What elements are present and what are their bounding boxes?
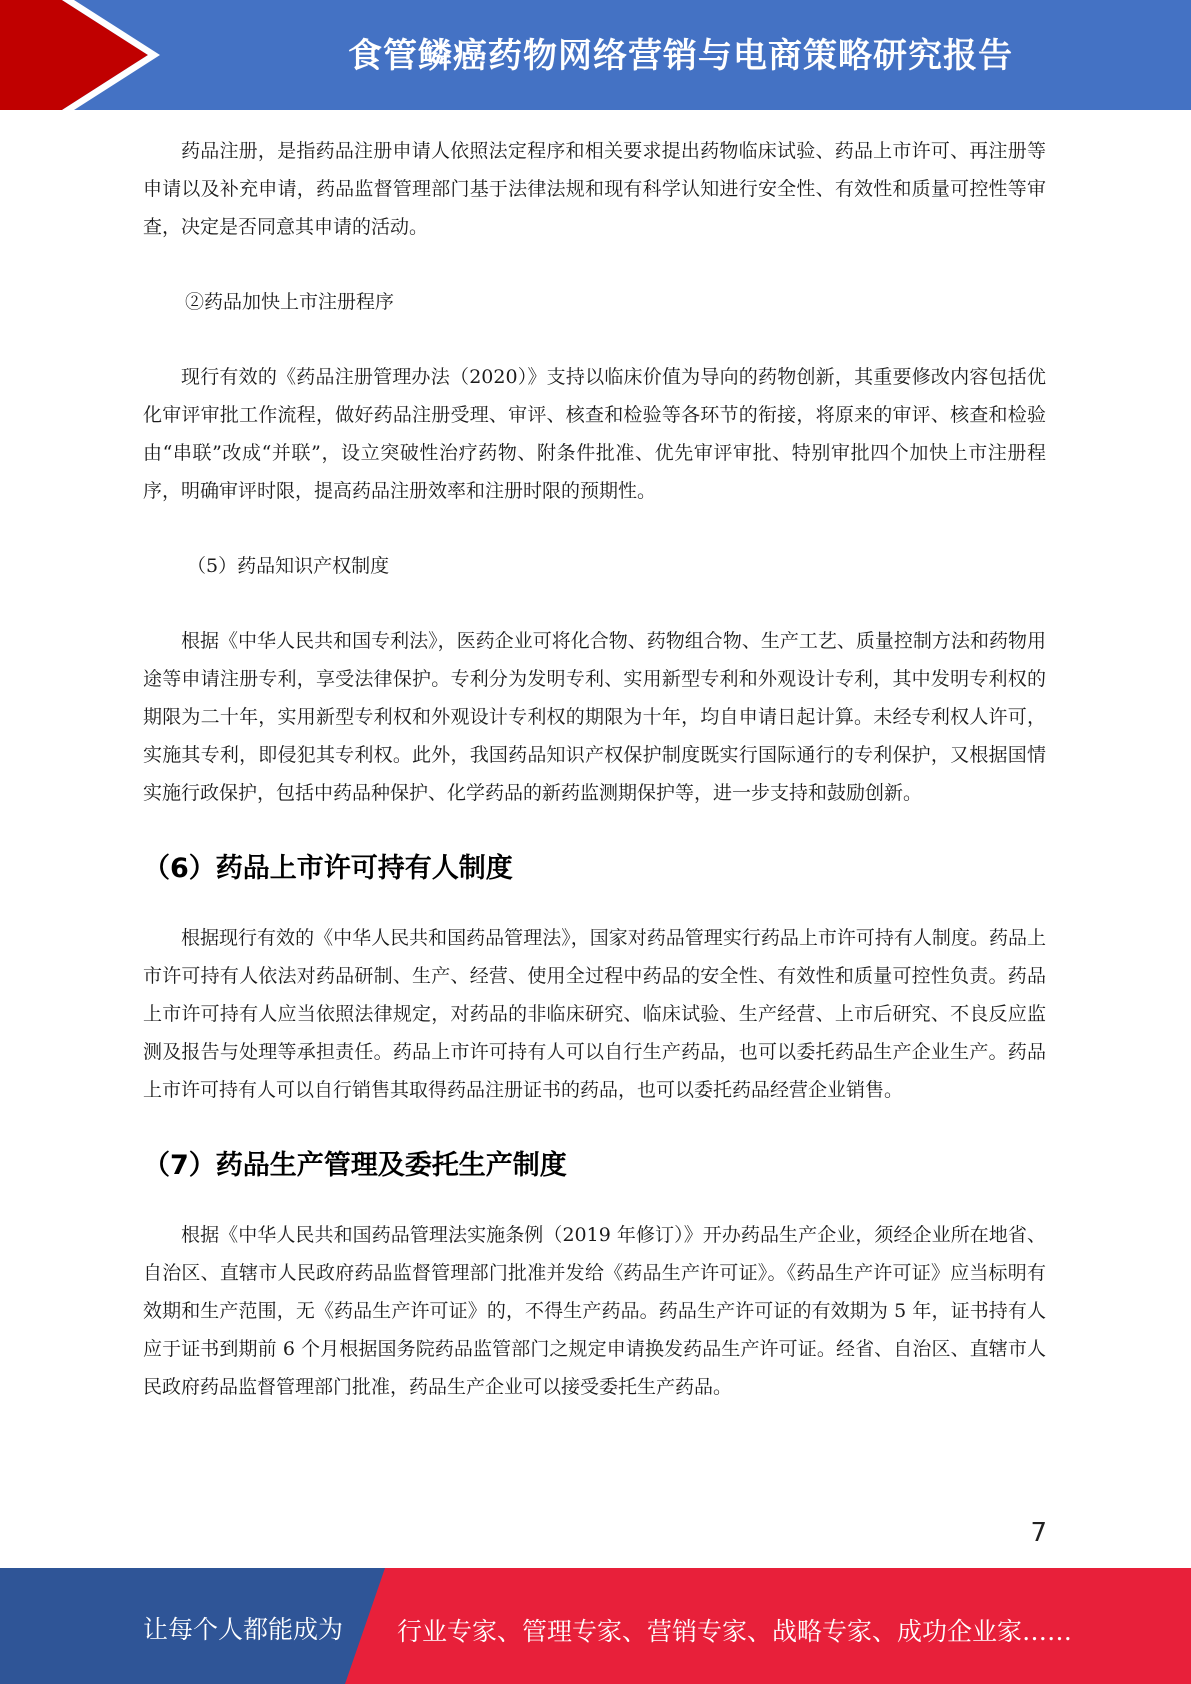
section-heading-mah: （6）药品上市许可持有人制度 [143, 853, 513, 884]
page-footer [0, 1568, 1191, 1684]
section-heading-production: （7）药品生产管理及委托生产制度 [143, 1150, 567, 1181]
paragraph-mah: 根据现行有效的《中华人民共和国药品管理法》，国家对药品管理实行药品上市许可持有人制度。药品上市许可持有人依法对药品研制、生产、经营、使用全过程中药品的安全性、有效性和质量可控性负责。药品上市许可持有人应当依照法律规定，对药品的非临床研究、临床试验、生产经营、上市后研究、不良反应监测及报告与处理等承担责任。药品上市许可持有人可以自行生产药品，也可以委托药品生产企业生产。药品上市许可持有人可以自行销售其取得药品注册证书的药品，也可以委托药品经营企业销售。 [143, 927, 1046, 1101]
subheading-accelerated-registration: ②药品加快上市注册程序 [185, 291, 395, 313]
paragraph-drug-registration: 药品注册，是指药品注册申请人依照法定程序和相关要求提出药物临床试验、药品上市许可、再注册等申请以及补充申请，药品监督管理部门基于法律法规和现有科学认知进行安全性、有效性和质量可控性等审查，决定是否同意其申请的活动。 [143, 140, 1046, 238]
report-title: 食管鳞癌药物网络营销与电商策略研究报告 [348, 36, 1013, 76]
paragraph-production: 根据《中华人民共和国药品管理法实施条例（2019 年修订）》开办药品生产企业，须经企业所在地省、自治区、直辖市人民政府药品监督管理部门批准并发给《药品生产许可证》。《药品生产许可证》应当标明有效期和生产范围，无《药品生产许可证》的，不得生产药品。药品生产许可证的有效期为 5 年，证书持有人应于证书到期前 6 个月根据国务院药品监管部门之规定申请换发药品生产许可证。经省、自治区、直辖市人民政府药品监督管理部门批准，药品生产企业可以接受委托生产药品。 [143, 1224, 1046, 1398]
subheading-ip-system: （5）药品知识产权制度 [187, 555, 390, 577]
paragraph-accelerated-registration: 现行有效的《药品注册管理办法（2020）》支持以临床价值为导向的药物创新，其重要修改内容包括优化审评审批工作流程，做好药品注册受理、审评、核查和检验等各环节的衔接，将原来的审评、核查和检验由“串联”改成“并联”，设立突破性治疗药物、附条件批准、优先审评审批、特别审批四个加快上市注册程序，明确审评时限，提高药品注册效率和注册时限的预期性。 [143, 366, 1046, 502]
paragraph-ip-system: 根据《中华人民共和国专利法》，医药企业可将化合物、药物组合物、生产工艺、质量控制方法和药物用途等申请注册专利，享受法律保护。专利分为发明专利、实用新型专利和外观设计专利，其中发明专利权的期限为二十年，实用新型专利权和外观设计专利权的期限为十年，均自申请日起计算。未经专利权人许可，实施其专利，即侵犯其专利权。此外，我国药品知识产权保护制度既实行国际通行的专利保护，又根据国情实施行政保护，包括中药品种保护、化学药品的新药监测期保护等，进一步支持和鼓励创新。 [143, 630, 1046, 804]
page-content [143, 132, 1046, 1443]
page-number: 7 [1030, 1518, 1047, 1548]
footer-slogan-right: 行业专家、管理专家、营销专家、战略专家、成功企业家…… [397, 1617, 1073, 1646]
footer-slogan-left: 让每个人都能成为 [143, 1615, 344, 1644]
page-header [0, 0, 1191, 110]
